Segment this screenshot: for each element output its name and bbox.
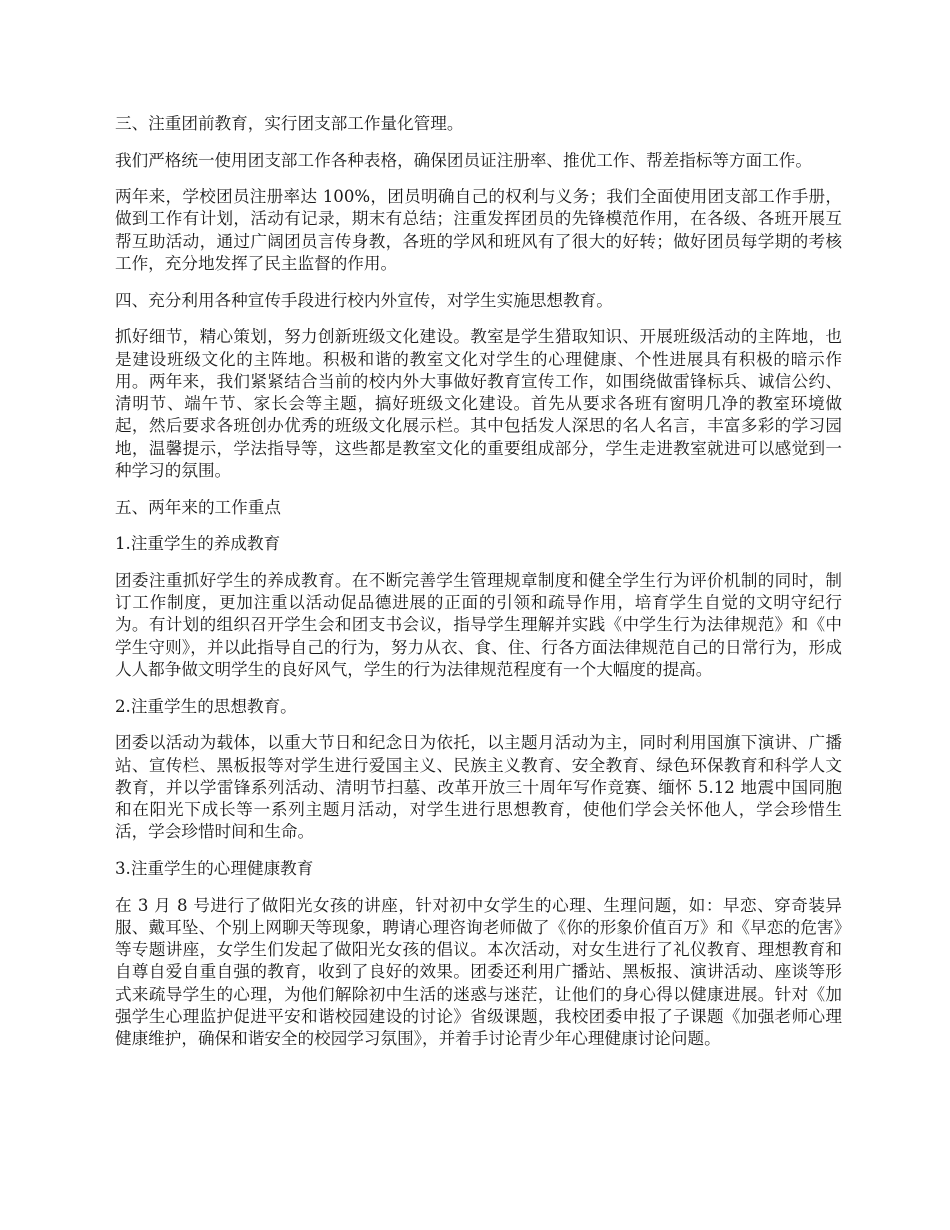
paragraph: 团委以活动为载体，以重大节日和纪念日为依托，以主题月活动为主，同时利用国旗下演讲、广播站、宣传栏、黑板报等对学生进行爱国主义、民族主义教育、安全教育、绿色环保教育和科学人文教育，并以学雷锋系列活动、清明节扫墓、改革开放三十周年写作竞赛、缅怀 5.12 地震中国同胞和在阳光下成长等一系列主题月活动，对学生进行思想教育，使他们学会关怀他人，学会珍惜生活，学会珍惜时间和生命。 [115,733,842,842]
paragraph: 在 3 月 8 号进行了做阳光女孩的讲座，针对初中女学生的心理、生理问题，如：早恋、穿奇装异服、戴耳坠、个别上网聊天等现象，聘请心理咨询老师做了《你的形象价值百万》和《早恋的危害》等专题讲座，女学生们发起了做阳光女孩的倡议。本次活动，对女生进行了礼仪教育、理想教育和自尊自爱自重自强的教育，收到了良好的效果。团委还利用广播站、黑板报、演讲活动、座谈等形式来疏导学生的心理，为他们解除初中生活的迷惑与迷茫，让他们的身心得以健康进展。针对《加强学生心理监护促进平安和谐校园建设的讨论》省级课题，我校团委申报了子课题《加强老师心理健康维护，确保和谐安全的校园学习氛围》，并着手讨论青少年心理健康讨论问题。 [115,895,842,1049]
paragraph: 团委注重抓好学生的养成教育。在不断完善学生管理规章制度和健全学生行为评价机制的同时，制订工作制度，更加注重以活动促品德进展的正面的引领和疏导作用，培育学生自觉的文明守纪行为。有计划的组织召开学生会和团支书会议，指导学生理解并实践《中学生行为法律规范》和《中学生守则》，并以此指导自己的行为，努力从衣、食、住、行各方面法律规范自己的日常行为，形成人人都争做文明学生的良好风气，学生的行为法律规范程度有一个大幅度的提高。 [115,570,842,680]
section-heading-5: 五、两年来的工作重点 [115,497,281,517]
paragraph: 抓好细节，精心策划，努力创新班级文化建设。教室是学生猎取知识、开展班级活动的主阵地，也是建设班级文化的主阵地。积极和谐的教室文化对学生的心理健康、个性进展具有积极的暗示作用。两年来，我们紧紧结合当前的校内外大事做好教育宣传工作，如围绕做雷锋标兵、诚信公约、清明节、端午节、家长会等主题，搞好班级文化建设。首先从要求各班有窗明几净的教室环境做起，然后要求各班创办优秀的班级文化展示栏。其中包括发人深思的名人名言，丰富多彩的学习园地，温馨提示，学法指导等，这些都是教室文化的重要组成部分，学生走进教室就进可以感觉到一种学习的氛围。 [115,327,842,481]
subheading-3: 3.注重学生的心理健康教育 [115,858,314,878]
document-body [115,113,842,1065]
section-heading-4: 四、充分利用各种宣传手段进行校内外宣传，对学生实施思想教育。 [115,290,613,310]
paragraph: 两年来，学校团员注册率达 100%，团员明确自己的权利与义务；我们全面使用团支部工作手册，做到工作有计划，活动有记录，期末有总结；注重发挥团员的先锋模范作用，在各级、各班开展互帮互助活动，通过广阔团员言传身教，各班的学风和班风有了很大的好转；做好团员每学期的考核工作，充分地发挥了民主监督的作用。 [115,187,842,274]
paragraph: 我们严格统一使用团支部工作各种表格，确保团员证注册率、推优工作、帮差指标等方面工作。 [115,150,812,170]
subheading-1: 1.注重学生的养成教育 [115,534,281,554]
subheading-2: 2.注重学生的思想教育。 [115,696,297,716]
section-heading-3: 三、注重团前教育，实行团支部工作量化管理。 [115,114,464,133]
